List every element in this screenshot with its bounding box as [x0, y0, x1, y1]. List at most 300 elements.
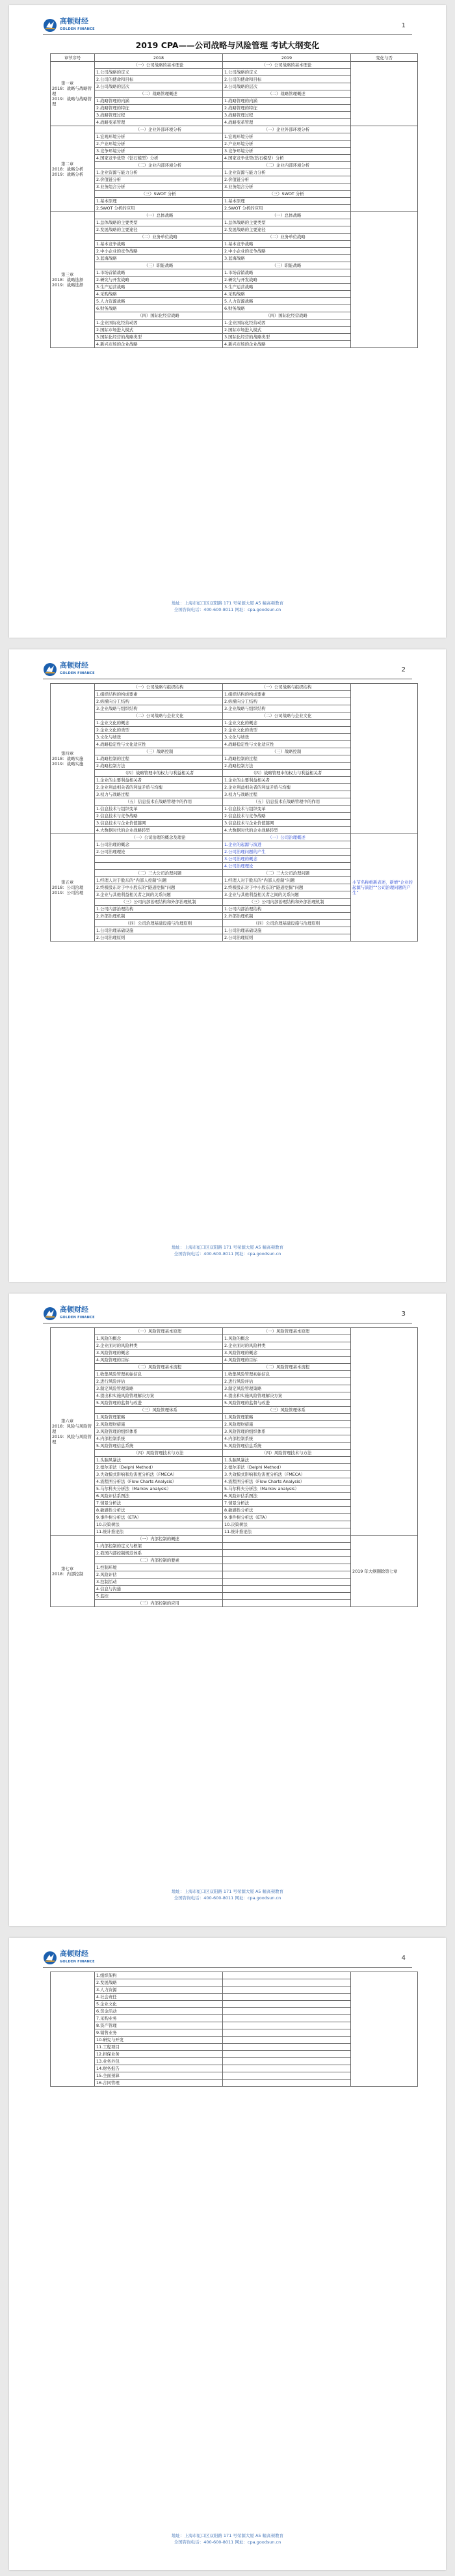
item-2018: 1.市场营销战略	[95, 269, 223, 277]
item-2018: 3.企业战略与组织结构	[95, 705, 223, 712]
outline-table	[50, 53, 418, 348]
item-2018: 3.蓝海战略	[95, 255, 223, 262]
item-2018: 2.纵横向分工结构	[95, 698, 223, 705]
item-2019: 4.大数据时代的企业战略转型	[223, 827, 351, 834]
section-2019: （二）公司战略与企业文化	[223, 712, 351, 720]
item-2018: 4.内部控制系统	[95, 1435, 223, 1443]
section-2018: （四）战略管理中的权力与利益相关者	[95, 770, 223, 777]
item-2019: 2.企业面对的风险种类	[223, 1342, 351, 1349]
item-2018: 2.风险评估	[95, 1571, 223, 1579]
section-2019: （二）企业内部环境分析	[223, 162, 351, 169]
item-2019	[223, 1571, 351, 1579]
item-2019: 1.经理人对于股东的“内部人控制”问题	[223, 877, 351, 884]
item-2019: 3.权力与战略过程	[223, 791, 351, 798]
item-2019	[223, 2022, 351, 2029]
section-2018: （二）公司战略与企业文化	[95, 712, 223, 720]
item-2018: 1.经理人对于股东的“内部人控制”问题	[95, 877, 223, 884]
item-2018: 3.竞争环境分析	[95, 148, 223, 155]
item-2019: 7.情景分析法	[223, 1500, 351, 1507]
col-header-chapter: 章节序号	[51, 54, 95, 62]
item-2019: 4.战略变革管理	[223, 119, 351, 126]
chapter-title: 2018：战略实施	[52, 756, 84, 761]
change-cell: 2019 年大纲删除第七章	[351, 1536, 418, 1607]
footer-contact: 全国咨询电话：400-600-8011 网址：cpa.goodsun.cn	[174, 1251, 281, 1256]
chapter-title: 2019：战略实施	[52, 761, 84, 766]
item-2018: 10.研究与开发	[95, 2037, 223, 2044]
section-2018: （二）战略管理概述	[95, 90, 223, 98]
item-2018: 2.公司的使命和目标	[95, 76, 223, 83]
item-2018: 3.公司战略的层次	[95, 83, 223, 90]
item-2018: 4.新兴市场的企业战略	[95, 341, 223, 348]
item-2019: 2.中小企业的竞争战略	[223, 248, 351, 255]
item-2018: 2.外部治理机制	[95, 913, 223, 920]
section-2019: （一）公司治理概述	[223, 834, 351, 841]
brand-logo-icon	[43, 1307, 57, 1321]
brand-logo	[43, 1951, 95, 1965]
item-2018: 1.企业的主要利益相关者	[95, 777, 223, 784]
item-2018: 2.企业文化的类型	[95, 727, 223, 734]
item-2018: 2.德尔菲法（Delphi Method）	[95, 1464, 223, 1471]
item-2018: 1.战略控制的过程	[95, 755, 223, 763]
brand-logo	[43, 18, 95, 33]
item-2018: 2.价值链分析	[95, 176, 223, 183]
item-2019: 2.企业文化的类型	[223, 727, 351, 734]
item-2019: 1.企业的起源与演进	[223, 841, 351, 848]
item-2018: 1.信息技术与组织变革	[95, 806, 223, 813]
section-2019: （一）企业外部环境分析	[223, 126, 351, 133]
item-2018: 7.情景分析法	[95, 1500, 223, 1507]
item-2018: 2.企业利益相关者的利益矛盾与均衡	[95, 784, 223, 791]
section-2019: （四）战略管理中的权力与利益相关者	[223, 770, 351, 777]
section-2019	[223, 1557, 351, 1564]
brand-name	[60, 1950, 95, 1966]
item-2018: 2.发展战略	[95, 1979, 223, 1986]
item-2019: 1.企业的主要利益相关者	[223, 777, 351, 784]
item-2019: 3.文化与绩效	[223, 734, 351, 741]
item-2019	[223, 2058, 351, 2065]
chapter-title: 2019：公司治理	[52, 890, 84, 895]
item-2019: 2.战略管理的特征	[223, 105, 351, 112]
change-cell	[351, 1328, 418, 1536]
item-2018: 2.SWOT 分析的应用	[95, 205, 223, 212]
item-2019	[223, 1979, 351, 1986]
section-2018: （三）SWOT 分析	[95, 191, 223, 198]
item-2019	[223, 2044, 351, 2051]
brand-sub-text: GOLDEN FINANCE	[60, 1316, 95, 1320]
item-2019: 3.风险管理的概念	[223, 1349, 351, 1357]
item-2019: 10.决策树法	[223, 1521, 351, 1528]
item-2019: 1.收集风险管理初始信息	[223, 1371, 351, 1378]
item-2018: 8.敏感性分析法	[95, 1507, 223, 1514]
item-2019: 2.风险理财措施	[223, 1421, 351, 1428]
item-2019: 1.基本竞争战略	[223, 241, 351, 248]
section-2018: （二）风险管理基本流程	[95, 1364, 223, 1371]
item-2018: 1.总体战略的主要类型	[95, 219, 223, 226]
chapter-cell	[51, 126, 95, 212]
chapter-cell	[51, 1972, 95, 2087]
chapter-cell	[51, 1536, 95, 1607]
section-2018: （一）风险管理基本原理	[95, 1328, 223, 1335]
item-2018: 2.研究与开发战略	[95, 277, 223, 284]
page-2	[9, 649, 446, 1282]
item-2018: 3.人力资源	[95, 1986, 223, 1994]
item-2019: 5.风险管理信息系统	[223, 1443, 351, 1450]
item-2018: 7.采购业务	[95, 2015, 223, 2022]
item-2018	[95, 863, 223, 870]
page-number: 2	[401, 666, 406, 673]
chapter-title: 2019：战略与战略管理	[52, 96, 92, 107]
item-2019: 2.产业环境分析	[223, 141, 351, 148]
section-2019: （二）三大公司治理问题	[223, 870, 351, 877]
brand-sub-text: GOLDEN FINANCE	[60, 1960, 95, 1964]
item-2018: 2.战略管理的特征	[95, 105, 223, 112]
item-2018: 2.公司治理理论	[95, 848, 223, 856]
item-2019: 2.国际市场进入模式	[223, 327, 351, 334]
change-cell	[351, 126, 418, 212]
item-2019: 3.战略管理过程	[223, 112, 351, 119]
item-2018: 3.业务组合分析	[95, 183, 223, 191]
brand-logo-icon	[43, 18, 57, 33]
item-2018: 5.人力资源战略	[95, 298, 223, 305]
brand-sub-text: GOLDEN FINANCE	[60, 27, 95, 31]
chapter-title: 2018：战略与战略管理	[52, 86, 92, 96]
item-2018: 14.财务报告	[95, 2065, 223, 2072]
table-header-row	[51, 54, 418, 62]
item-2018: 4.信息与沟通	[95, 1586, 223, 1593]
change-cell	[351, 62, 418, 126]
item-2019: 4.公司治理理论	[223, 863, 351, 870]
item-2018: 2.中小企业的竞争战略	[95, 248, 223, 255]
item-2019: 1.风险管理策略	[223, 1414, 351, 1421]
item-2019: 1.基本原理	[223, 198, 351, 205]
item-2018: 6.财务战略	[95, 305, 223, 312]
section-2019	[223, 1600, 351, 1607]
item-2019: 3.业务组合分析	[223, 183, 351, 191]
chapter-title: 2018：公司治理	[52, 885, 84, 890]
chapter-number: 第二章	[61, 161, 74, 167]
item-2018: 3.国际化经营的战略类型	[95, 334, 223, 341]
col-header-2018: 2018	[95, 54, 223, 62]
brand-name-text: 高顿财经	[60, 17, 88, 25]
item-2018: 16.合同管理	[95, 2080, 223, 2087]
section-2018: （一）公司战略与组织结构	[95, 684, 223, 691]
header-rule	[43, 34, 412, 35]
item-2018: 4.大数据时代的企业战略转型	[95, 827, 223, 834]
brand-logo	[43, 1307, 95, 1321]
section-2019: （五）信息技术在战略管理中的作用	[223, 798, 351, 806]
brand-name-text: 高顿财经	[60, 1949, 88, 1958]
page-header	[9, 1938, 446, 1968]
item-2018: 3.失效模式影响和危害度分析法（FMECA）	[95, 1471, 223, 1478]
item-2018: 4.社会责任	[95, 1994, 223, 2001]
item-2019: 2.外部治理机制	[223, 913, 351, 920]
item-2019: 2.德尔菲法（Delphi Method）	[223, 1464, 351, 1471]
item-2018: 3.文化与绩效	[95, 734, 223, 741]
item-2019	[223, 1972, 351, 1979]
section-2018: （一）公司战略的基本理论	[95, 62, 223, 69]
section-2018: （四）风险管理技术与方法	[95, 1450, 223, 1457]
item-2019: 3.制定风险管理策略	[223, 1385, 351, 1392]
page-1	[9, 5, 446, 638]
footer-contact: 全国咨询电话：400-600-8011 网址：cpa.goodsun.cn	[174, 607, 281, 612]
item-2018: 5.企业文化	[95, 2001, 223, 2008]
chapter-title: 2019：战略分析	[52, 171, 84, 177]
item-2018	[95, 856, 223, 863]
item-2019	[223, 1579, 351, 1586]
item-2019: 1.企业文化的概念	[223, 720, 351, 727]
section-2019: （二）战略管理概述	[223, 90, 351, 98]
item-2019	[223, 2065, 351, 2072]
item-2019: 9.事件树分析法（ETA）	[223, 1514, 351, 1521]
item-2019: 2.公司治理原则	[223, 934, 351, 942]
brand-name	[60, 1306, 95, 1322]
section-2018: （三）战略控制	[95, 748, 223, 755]
change-cell	[351, 1972, 418, 2087]
section-2019: （一）总体战略	[223, 212, 351, 219]
chapter-cell	[51, 62, 95, 126]
item-2018: 3.战略管理过程	[95, 112, 223, 119]
item-2018: 1.风险的概念	[95, 1335, 223, 1342]
footer-address: 地址：上海市虹口区双阳路 171 号荣源大厦 A5 幢高顿教育	[171, 1245, 284, 1250]
item-2019: 4.国家竞争优势(钻石模型）分析	[223, 155, 351, 162]
item-2018: 2.企业面对的风险种类	[95, 1342, 223, 1349]
section-2018: （四）国际化经营战略	[95, 312, 223, 319]
chapter-title: 2019：战略选择	[52, 282, 84, 288]
item-2018: 4.流程图分析法（Flow Charts Analysis）	[95, 1478, 223, 1485]
section-2019: （二）风险管理基本流程	[223, 1364, 351, 1371]
item-2018: 13.业务外包	[95, 2058, 223, 2065]
section-2019: （四）风险管理技术与方法	[223, 1450, 351, 1457]
document-title: 2019 CPA——公司战略与风险管理 考试大纲变化	[135, 40, 320, 50]
section-2018: （一）内部控制的概述	[95, 1536, 223, 1543]
item-2018: 1.基本竞争战略	[95, 241, 223, 248]
footer-contact: 全国咨询电话：400-600-8011 网址：cpa.goodsun.cn	[174, 1895, 281, 1901]
item-2019: 1.公司战略的定义	[223, 69, 351, 76]
item-2019: 6.财务战略	[223, 305, 351, 312]
item-2019: 3.企业战略与组织结构	[223, 705, 351, 712]
page-number: 1	[401, 22, 406, 29]
chapter-cell	[51, 684, 95, 834]
item-2018: 2.终极股东对于中小股东的“隧道挖掘”问题	[95, 884, 223, 891]
item-2018: 1.宏观环境分析	[95, 133, 223, 141]
section-2018: （三）风险管理体系	[95, 1407, 223, 1414]
item-2018: 3.权力与战略过程	[95, 791, 223, 798]
item-2018: 1.公司治理基础设施	[95, 927, 223, 934]
section-2018: （一）企业外部环境分析	[95, 126, 223, 133]
item-2019: 2.公司治理问题的产生	[223, 848, 351, 856]
section-2019: （一）公司战略与组织结构	[223, 684, 351, 691]
page-number: 3	[401, 1310, 406, 1318]
item-2018: 5.马尔科夫分析法（Markov analysis）	[95, 1485, 223, 1493]
chapter-cell	[51, 834, 95, 942]
item-2018: 1.控制环境	[95, 1564, 223, 1571]
section-2018: （三）公司内部治理结构和外部治理机制	[95, 899, 223, 906]
item-2019: 1.风险的概念	[223, 1335, 351, 1342]
item-2018: 1.公司治理的概念	[95, 841, 223, 848]
outline-table	[50, 1327, 418, 1607]
brand-name	[60, 662, 95, 677]
section-2019: （二）业务单位战略	[223, 234, 351, 241]
section-2018: （一）总体战略	[95, 212, 223, 219]
item-2019: 1.市场营销战略	[223, 269, 351, 277]
change-cell: 小节名称重新表述，新增“企业的起源与演进”“公司治理问题的产生”	[351, 834, 418, 942]
chapter-title: 2018：战略选择	[52, 277, 84, 282]
item-2019: 3.公司治理的概念	[223, 856, 351, 863]
item-2019	[223, 2008, 351, 2015]
item-2019: 5.马尔科夫分析法（Markov analysis）	[223, 1485, 351, 1493]
item-2019: 2.研究与开发战略	[223, 277, 351, 284]
item-2019: 3.竞争环境分析	[223, 148, 351, 155]
item-2019: 1.企业国际化经营动因	[223, 319, 351, 327]
item-2019: 3.失效模式影响和危害度分析法（FMECA）	[223, 1471, 351, 1478]
item-2019	[223, 2015, 351, 2022]
outline-table	[50, 683, 418, 942]
item-2019: 2.信息技术与竞争战略	[223, 813, 351, 820]
item-2019: 4.战略稳定性与文化适应性	[223, 741, 351, 748]
item-2018: 3.信息技术与企业价值链网	[95, 820, 223, 827]
section-2019: （四）国际化经营战略	[223, 312, 351, 319]
table-row	[51, 62, 418, 69]
brand-name	[60, 18, 95, 33]
chapter-cell	[51, 212, 95, 348]
item-2018: 1.头脑风暴法	[95, 1457, 223, 1464]
brand-logo-icon	[43, 1951, 57, 1965]
footer-address: 地址：上海市虹口区双阳路 171 号荣源大厦 A5 幢高顿教育	[171, 2533, 284, 2538]
chapter-title: 2018：风险与风险管理	[52, 1424, 92, 1434]
item-2018: 5.风险管理信息系统	[95, 1443, 223, 1450]
item-2019: 4.新兴市场的企业战略	[223, 341, 351, 348]
section-2018: （三）内部控制的应用	[95, 1600, 223, 1607]
footer-address: 地址：上海市虹口区双阳路 171 号荣源大厦 A5 幢高顿教育	[171, 601, 284, 606]
item-2019: 1.战略控制的过程	[223, 755, 351, 763]
page-footer	[9, 2532, 446, 2545]
item-2019: 2.发展战略的主要途径	[223, 226, 351, 234]
page-header	[9, 1294, 446, 1323]
section-2019: （三）战略控制	[223, 748, 351, 755]
item-2019: 5.人力资源战略	[223, 298, 351, 305]
chapter-title: 2019：风险与风险管理	[52, 1434, 92, 1444]
table-row	[51, 1972, 418, 1979]
chapter-number: 第七章	[61, 1566, 74, 1571]
item-2019: 2.SWOT 分析的应用	[223, 205, 351, 212]
table-row	[51, 212, 418, 219]
item-2018: 2.信息技术与竞争战略	[95, 813, 223, 820]
item-2019: 4.采购战略	[223, 291, 351, 298]
item-2018: 10.决策树法	[95, 1521, 223, 1528]
item-2019	[223, 1986, 351, 1994]
item-2019: 4.内部控制系统	[223, 1435, 351, 1443]
item-2019	[223, 1994, 351, 2001]
item-2018: 1.公司战略的定义	[95, 69, 223, 76]
page-4	[9, 1938, 446, 2570]
item-2018: 1.公司内部治理结构	[95, 906, 223, 913]
section-2019: （三）职能战略	[223, 262, 351, 269]
page-header	[9, 5, 446, 35]
section-2018: （一）公司治理的概念及理论	[95, 834, 223, 841]
item-2018: 1.组织架构	[95, 1972, 223, 1979]
section-2018: （三）职能战略	[95, 262, 223, 269]
item-2019	[223, 1543, 351, 1550]
chapter-number: 第五章	[61, 880, 74, 885]
section-2018: （二）业务单位战略	[95, 234, 223, 241]
page-number: 4	[401, 1955, 406, 1962]
item-2019	[223, 2072, 351, 2080]
item-2018: 1.企业国际化经营动因	[95, 319, 223, 327]
page-footer	[9, 600, 446, 613]
item-2019: 11.统计推论法	[223, 1528, 351, 1536]
item-2019: 1.宏观环境分析	[223, 133, 351, 141]
change-cell	[351, 212, 418, 348]
item-2018: 3.企业与其他利益相关者之间的关系问题	[95, 891, 223, 899]
item-2018: 2.产业环境分析	[95, 141, 223, 148]
item-2019: 3.国际化经营的战略类型	[223, 334, 351, 341]
item-2018: 5.监控	[95, 1593, 223, 1600]
page-footer	[9, 1244, 446, 1257]
section-2019: （三）风险管理体系	[223, 1407, 351, 1414]
page-footer	[9, 1888, 446, 1901]
item-2019: 3.蓝海战略	[223, 255, 351, 262]
item-2019	[223, 2080, 351, 2087]
item-2018: 2.发展战略的主要途径	[95, 226, 223, 234]
item-2018: 3.风险管理的概念	[95, 1349, 223, 1357]
section-2018: （二）三大公司治理问题	[95, 870, 223, 877]
item-2018: 15.全面预算	[95, 2072, 223, 2080]
item-2019: 1.公司内部治理结构	[223, 906, 351, 913]
item-2019: 1.总体战略的主要类型	[223, 219, 351, 226]
table-row	[51, 126, 418, 133]
table-row	[51, 834, 418, 841]
section-2019: （三）公司内部治理结构和外部治理机制	[223, 899, 351, 906]
section-2018: （二）内部控制的要素	[95, 1557, 223, 1564]
item-2018: 5.风险管理的监督与改进	[95, 1400, 223, 1407]
item-2018: 2.风险理财措施	[95, 1421, 223, 1428]
col-header-change: 变化与否	[351, 54, 418, 62]
item-2018: 1.组织结构的构成要素	[95, 691, 223, 698]
table-row	[51, 1328, 418, 1335]
item-2018: 4.战略稳定性与文化适应性	[95, 741, 223, 748]
item-2019: 5.风险管理的监督与改进	[223, 1400, 351, 1407]
item-2019: 3.生产运营战略	[223, 284, 351, 291]
item-2019: 3.公司战略的层次	[223, 83, 351, 90]
chapter-cell	[51, 1328, 95, 1536]
item-2019: 1.企业资源与能力分析	[223, 169, 351, 176]
item-2018: 1.内部控制的定义与框架	[95, 1543, 223, 1550]
item-2018: 9.事件树分析法（ETA）	[95, 1514, 223, 1521]
item-2019: 2.纵横向分工结构	[223, 698, 351, 705]
chapter-title: 2018：内部控制	[52, 1571, 84, 1577]
item-2018: 4.风险管理的目标	[95, 1357, 223, 1364]
item-2018: 2.我国内部控制规范体系	[95, 1550, 223, 1557]
item-2018: 4.战略变革管理	[95, 119, 223, 126]
chapter-number: 第四章	[61, 751, 74, 756]
item-2018: 9.销售业务	[95, 2029, 223, 2037]
item-2019: 2.进行风险评估	[223, 1378, 351, 1385]
item-2018: 1.企业文化的概念	[95, 720, 223, 727]
item-2019: 2.企业利益相关者的利益矛盾与均衡	[223, 784, 351, 791]
item-2018: 3.风险管理的组织体系	[95, 1428, 223, 1435]
page-3	[9, 1294, 446, 1926]
item-2019	[223, 2001, 351, 2008]
item-2019	[223, 2037, 351, 2044]
item-2018: 6.资金活动	[95, 2008, 223, 2015]
brand-name-text: 高顿财经	[60, 1305, 88, 1314]
table-row	[51, 684, 418, 691]
item-2019: 3.风险管理的组织体系	[223, 1428, 351, 1435]
item-2018: 4.提出和实施风险管理解决方案	[95, 1392, 223, 1400]
header-rule	[43, 1967, 412, 1968]
item-2019	[223, 1593, 351, 1600]
item-2018: 1.收集风险管理初始信息	[95, 1371, 223, 1378]
